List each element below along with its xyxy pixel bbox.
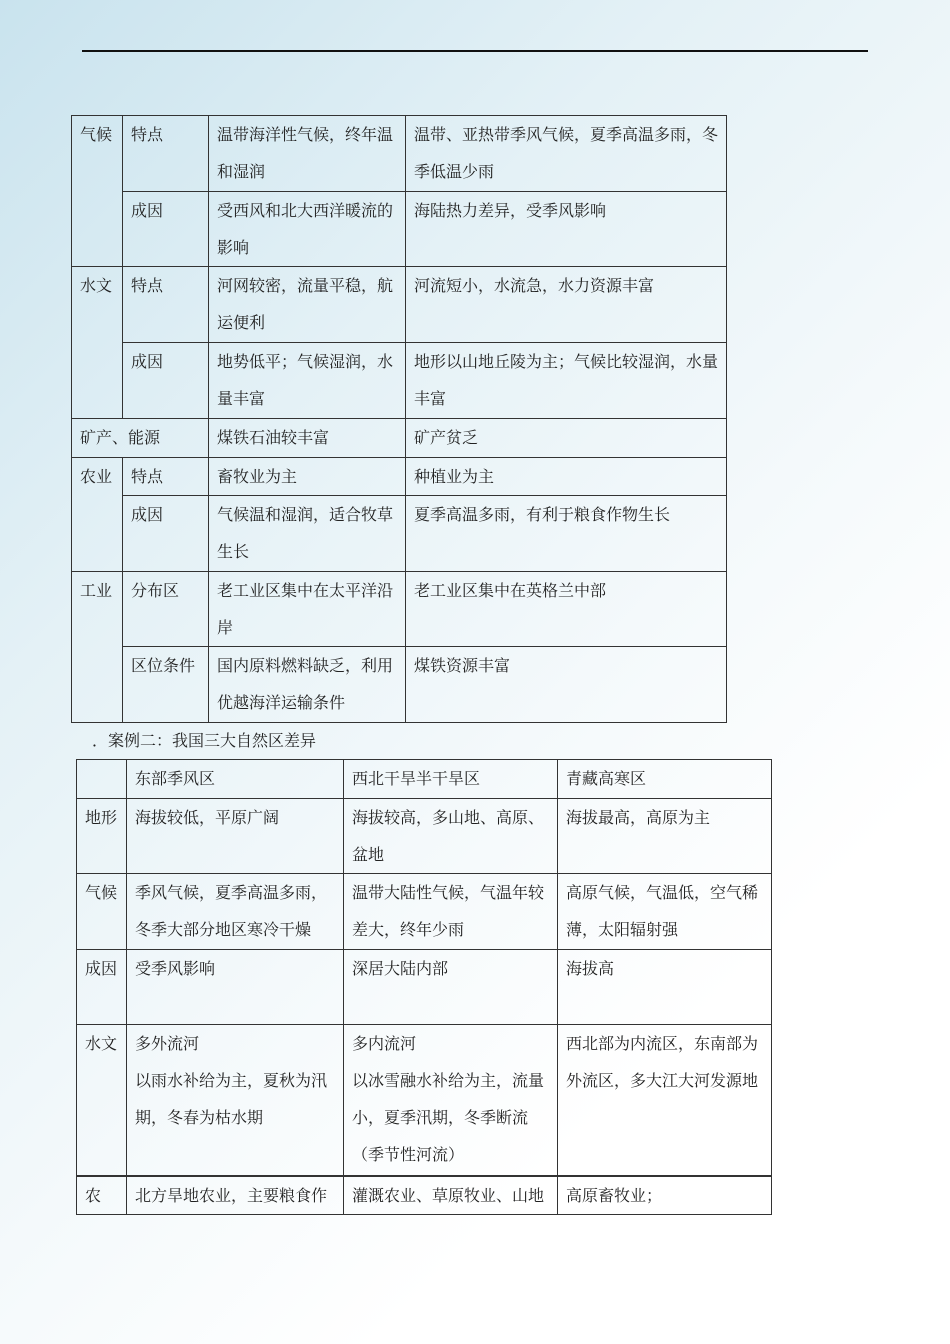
row-label: 成因 <box>77 950 127 1025</box>
table-cell: 煤铁资源丰富 <box>406 647 727 723</box>
table-cell: 温带海洋性气候，终年温和湿润 <box>209 116 406 192</box>
table-row <box>77 1025 772 1176</box>
row-item-label: 成因 <box>123 343 209 419</box>
table-cell: 海陆热力差异，受季风影响 <box>406 192 727 267</box>
header-rule <box>82 50 868 52</box>
table-cell: 北方旱地农业，主要粮食作 <box>127 1176 344 1215</box>
table-row <box>77 799 772 874</box>
table-cell: 河流短小，水流急，水力资源丰富 <box>406 267 727 343</box>
table-row <box>72 647 727 723</box>
row-group-label: 矿产、能源 <box>72 419 209 458</box>
table-cell: 海拔较高，多山地、高原、盆地 <box>344 799 558 874</box>
row-label: 地形 <box>77 799 127 874</box>
table-row <box>72 116 727 192</box>
row-group-label: 工业 <box>72 572 123 723</box>
row-label: 农 <box>77 1176 127 1215</box>
case-two-caption: ．案例二：我国三大自然区差异 <box>92 731 317 750</box>
table-cell: 夏季高温多雨，有利于粮食作物生长 <box>406 496 727 572</box>
row-item-label: 分布区 <box>123 572 209 647</box>
table-cell: 老工业区集中在英格兰中部 <box>406 572 727 647</box>
table-row <box>72 496 727 572</box>
table-cell: 温带大陆性气候，气温年较差大，终年少雨 <box>344 874 558 950</box>
table-cell: 海拔最高，高原为主 <box>558 799 772 874</box>
table-cell: 老工业区集中在太平洋沿岸 <box>209 572 406 647</box>
table-cell: 受季风影响 <box>127 950 344 1025</box>
table-cell: 畜牧业为主 <box>209 458 406 496</box>
row-item-label: 特点 <box>123 116 209 192</box>
table-cell: 深居大陆内部 <box>344 950 558 1025</box>
table-cell: 河网较密，流量平稳，航运便利 <box>209 267 406 343</box>
row-item-label: 成因 <box>123 192 209 267</box>
table-cell: 季风气候，夏季高温多雨，冬季大部分地区寒冷干燥 <box>127 874 344 950</box>
table-row <box>77 950 772 1025</box>
table-cell: 地势低平；气候湿润，水量丰富 <box>209 343 406 419</box>
table-row <box>72 192 727 267</box>
row-group-label: 农业 <box>72 458 123 572</box>
header-cell-east: 东部季风区 <box>127 760 344 799</box>
table-cell: 灌溉农业、草原牧业、山地 <box>344 1176 558 1215</box>
row-group-label: 气候 <box>72 116 123 267</box>
table-row <box>72 343 727 419</box>
table-row <box>72 572 727 647</box>
row-item-label: 特点 <box>123 458 209 496</box>
table-cell: 受西风和北大西洋暖流的影响 <box>209 192 406 267</box>
row-label: 气候 <box>77 874 127 950</box>
europe-comparison-table <box>71 115 727 723</box>
table-row <box>72 267 727 343</box>
table-cell: 矿产贫乏 <box>406 419 727 458</box>
china-regions-table <box>76 759 772 1215</box>
table-cell: 多内流河 以冰雪融水补给为主，流量小，夏季汛期，冬季断流（季节性河流） <box>344 1025 558 1176</box>
header-cell-empty <box>77 760 127 799</box>
table-cell: 海拔高 <box>558 950 772 1025</box>
table-cell: 高原畜牧业； <box>558 1176 772 1215</box>
table-cell: 气候温和湿润，适合牧草生长 <box>209 496 406 572</box>
table-header-row <box>77 760 772 799</box>
row-item-label: 特点 <box>123 267 209 343</box>
row-group-label: 水文 <box>72 267 123 419</box>
table-cell: 国内原料燃料缺乏，利用优越海洋运输条件 <box>209 647 406 723</box>
table-cell: 煤铁石油较丰富 <box>209 419 406 458</box>
table-row <box>77 1176 772 1215</box>
table-cell: 种植业为主 <box>406 458 727 496</box>
row-item-label: 区位条件 <box>123 647 209 723</box>
row-item-label: 成因 <box>123 496 209 572</box>
table-cell: 西北部为内流区，东南部为外流区，多大江大河发源地 <box>558 1025 772 1176</box>
row-label: 水文 <box>77 1025 127 1176</box>
table-row <box>77 874 772 950</box>
table-cell: 温带、亚热带季风气候，夏季高温多雨，冬季低温少雨 <box>406 116 727 192</box>
table-row <box>72 458 727 496</box>
table-cell: 多外流河 以雨水补给为主，夏秋为汛期，冬春为枯水期 <box>127 1025 344 1176</box>
table-cell: 高原气候，气温低，空气稀薄，太阳辐射强 <box>558 874 772 950</box>
header-cell-northwest: 西北干旱半干旱区 <box>344 760 558 799</box>
table-row <box>72 419 727 458</box>
table-cell: 海拔较低，平原广阔 <box>127 799 344 874</box>
header-cell-tibet: 青藏高寒区 <box>558 760 772 799</box>
table-cell: 地形以山地丘陵为主；气候比较湿润，水量丰富 <box>406 343 727 419</box>
